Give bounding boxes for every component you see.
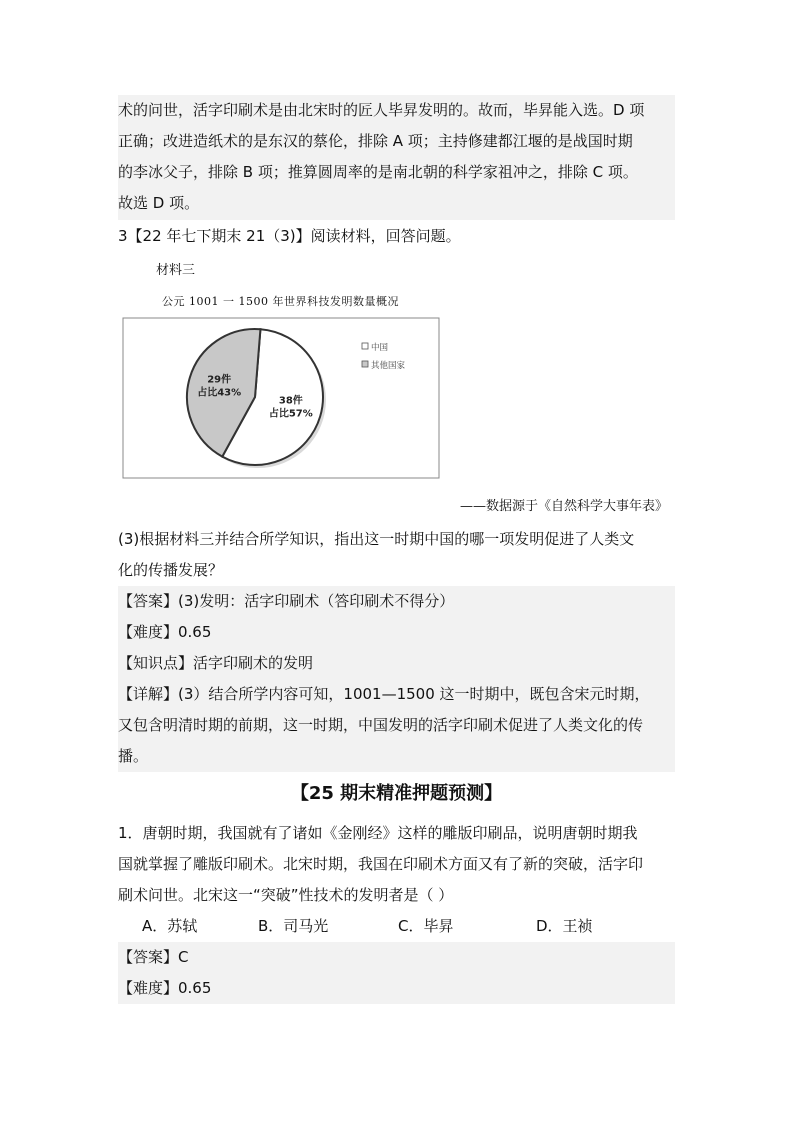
question1-line: 国就掌握了雕版印刷术。北宋时期，我国在印刷术方面又有了新的突破，活字印: [118, 855, 644, 873]
prev-explanation-line: 的李冰父子，排除 B 项；推算圆周率的是南北朝的科学家祖冲之，排除 C 项。: [118, 163, 638, 181]
question3-answer: 【答案】(3)发明：活字印刷术（答印刷术不得分）: [118, 592, 455, 610]
option-d: D．王祯: [536, 917, 593, 935]
pie-chart-svg: [120, 290, 440, 480]
pie-data-label: 占比43%: [197, 387, 242, 399]
question1-answer: 【答案】C: [118, 948, 189, 966]
chart-title: 公元 1001 一 1500 年世界科技发明数量概况: [162, 295, 399, 308]
pie-data-label: 占比57%: [268, 408, 313, 420]
prev-explanation-line: 术的问世，活字印刷术是由北宋时的匠人毕昇发明的。故而，毕昇能入选。D 项: [118, 101, 645, 119]
question3-line: 化的传播发展？: [118, 561, 224, 579]
question1-line: 刷术问世。北宋这一“突破”性技术的发明者是（ ）: [118, 886, 454, 904]
option-b: B．司马光: [258, 917, 329, 935]
option-c: C．毕昇: [398, 917, 454, 935]
question1-difficulty: 【难度】0.65: [118, 979, 212, 997]
section-title: 【25 期末精准押题预测】: [290, 783, 503, 804]
legend-label: 其他国家: [371, 361, 406, 371]
pie-chart: [120, 290, 440, 480]
pie-data-label: 38件: [278, 395, 303, 407]
question3-line: (3)根据材料三并结合所学知识，指出这一时期中国的哪一项发明促进了人类文: [118, 530, 635, 548]
question3-knowledge: 【知识点】活字印刷术的发明: [118, 654, 314, 672]
question3-detail: 又包含明清时期的前期，这一时期，中国发明的活字印刷术促进了人类文化的传: [118, 716, 644, 734]
question3-detail: 【详解】(3）结合所学内容可知，1001—1500 这一时期中，既包含宋元时期，: [118, 685, 650, 703]
legend-label: 中国: [371, 343, 389, 353]
question3-difficulty: 【难度】0.65: [118, 623, 212, 641]
legend-swatch: [362, 343, 368, 349]
material-label: 材料三: [156, 263, 196, 278]
pie-data-label: 29件: [207, 374, 232, 386]
question3-header: 3【22 年七下期末 21（3)】阅读材料，回答问题。: [118, 227, 461, 245]
question1-line: 1．唐朝时期，我国就有了诸如《金刚经》这样的雕版印刷品，说明唐朝时期我: [118, 824, 638, 842]
data-source: ——数据源于《自然科学大事年表》: [459, 499, 668, 514]
question3-detail: 播。: [118, 747, 149, 765]
prev-explanation-line: 正确；改进造纸术的是东汉的蔡伦，排除 A 项；主持修建都江堰的是战国时期: [118, 132, 633, 150]
option-a: A．苏轼: [142, 917, 198, 935]
prev-explanation-line: 故选 D 项。: [118, 194, 200, 212]
legend-swatch: [362, 361, 368, 367]
